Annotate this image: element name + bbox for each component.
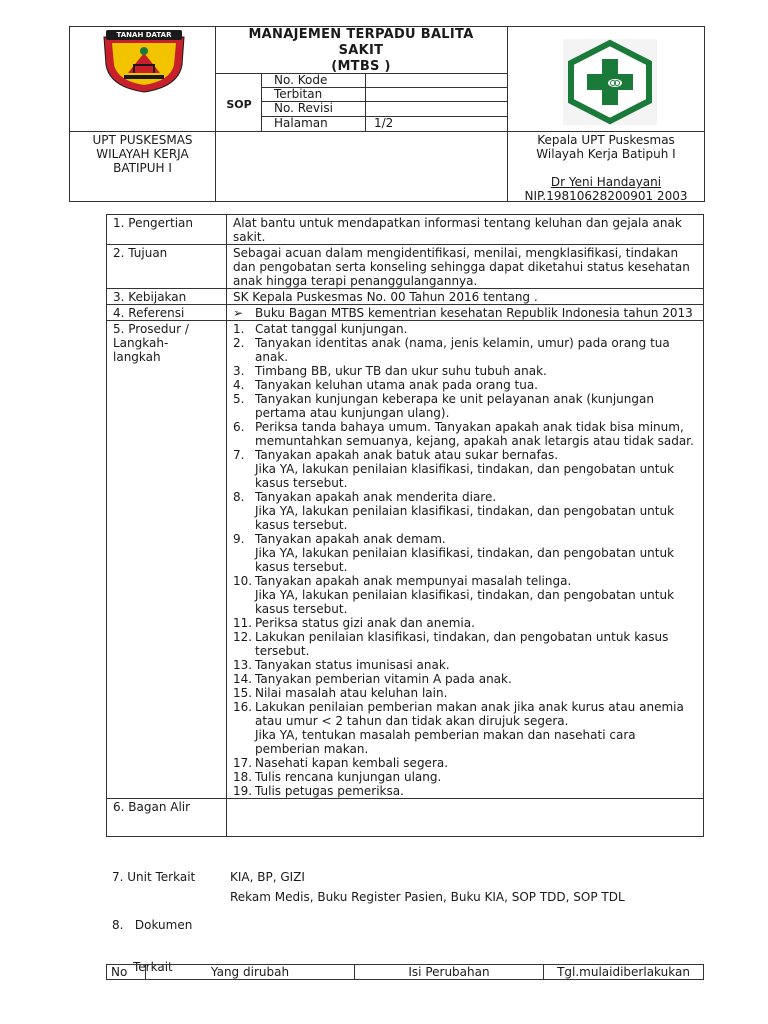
step-number: 9. xyxy=(233,532,245,546)
sop-content-table xyxy=(106,214,704,837)
section-label: 3. Kebijakan xyxy=(107,289,227,305)
step-text xyxy=(255,364,699,378)
procedure-step xyxy=(233,364,699,378)
org-line: UPT PUSKESMAS xyxy=(92,133,193,147)
column-header: Tgl.mulaidiberlakukan xyxy=(544,965,704,980)
procedure-step xyxy=(233,392,699,420)
step-main-text: Tulis petugas pemeriksa. xyxy=(255,784,404,798)
step-number: 19. xyxy=(233,784,253,798)
step-main-text: Tanyakan keluhan utama anak pada orang tua. xyxy=(255,378,538,392)
section-text: SK Kepala Puskesmas No. 00 Tahun 2016 tentang . xyxy=(227,289,704,305)
procedure-step xyxy=(233,756,699,770)
head-title-line: Wilayah Kerja Batipuh I xyxy=(536,147,676,161)
step-number: 8. xyxy=(233,490,245,504)
step-number: 13. xyxy=(233,658,253,672)
procedure-step xyxy=(233,686,699,700)
table-row xyxy=(107,289,704,305)
sop-header xyxy=(69,26,705,202)
step-sub-text: Jika YA, tentukan masalah pemberian makan dan nasehati cara pemberian makan. xyxy=(255,728,636,756)
step-text xyxy=(255,322,699,336)
procedure-step xyxy=(233,700,699,756)
procedure-step xyxy=(233,532,699,574)
procedure-step xyxy=(233,672,699,686)
meta-label-revisi: No. Revisi xyxy=(274,101,333,115)
step-main-text: Lakukan penilaian pemberian makan anak jika anak kurus atau anemia atau umur < 2 tahun dan tidak akan dirujuk segera. xyxy=(255,700,684,728)
step-number: 15. xyxy=(233,686,253,700)
step-main-text: Tanyakan apakah anak demam. xyxy=(255,532,446,546)
label-line: Terkait xyxy=(133,960,173,974)
step-number: 11. xyxy=(233,616,253,630)
label-line: 8. Dokumen xyxy=(112,918,193,932)
title-line: MANAJEMEN TERPADU BALITA xyxy=(248,27,474,42)
procedure-step xyxy=(233,616,699,630)
step-number: 18. xyxy=(233,770,253,784)
step-text xyxy=(255,574,699,616)
step-text xyxy=(255,630,699,658)
meta-label-halaman: Halaman xyxy=(274,116,328,130)
procedure-step xyxy=(233,658,699,672)
procedure-step xyxy=(233,448,699,490)
procedure-step xyxy=(233,322,699,336)
title-line: SAKIT xyxy=(338,43,384,58)
step-main-text: Tanyakan status imunisasi anak. xyxy=(255,658,450,672)
meta-label-kode: No. Kode xyxy=(274,73,328,87)
step-sub-text: Jika YA, lakukan penilaian klasifikasi, tindakan, dan pengobatan untuk kasus tersebut. xyxy=(255,546,675,574)
step-number: 6. xyxy=(233,420,245,434)
step-text xyxy=(255,784,699,798)
org-line: WILAYAH KERJA xyxy=(96,147,189,161)
step-text xyxy=(255,770,699,784)
step-text xyxy=(255,392,699,420)
table-row xyxy=(107,215,704,245)
step-text xyxy=(255,616,699,630)
step-main-text: Tanyakan identitas anak (nama, jenis kelamin, umur) pada orang tua anak. xyxy=(255,336,670,364)
procedure-step xyxy=(233,574,699,616)
step-number: 14. xyxy=(233,672,253,686)
section-label: 2. Tujuan xyxy=(107,245,227,289)
step-main-text: Nilai masalah atau keluhan lain. xyxy=(255,686,448,700)
table-header-row xyxy=(107,965,704,980)
step-main-text: Tanyakan apakah anak mempunyai masalah telinga. xyxy=(255,574,572,588)
sop-label: SOP xyxy=(226,97,252,111)
step-main-text: Nasehati kapan kembali segera. xyxy=(255,756,449,770)
section-label: 4. Referensi xyxy=(107,305,227,321)
step-text xyxy=(255,490,699,532)
step-number: 1. xyxy=(233,322,245,336)
head-nip: NIP.19810628200901 2003 xyxy=(524,189,688,203)
procedure-step xyxy=(233,490,699,532)
step-number: 16. xyxy=(233,700,253,714)
step-number: 17. xyxy=(233,756,253,770)
bullet-arrow-icon: ➢ xyxy=(233,306,244,320)
step-number: 7. xyxy=(233,448,245,462)
step-main-text: Periksa status gizi anak dan anemia. xyxy=(255,616,475,630)
section-text: Sebagai acuan dalam mengidentifikasi, menilai, mengklasifikasi, tindakan dan pengobatan serta konseling sehingga dapat diketahui status kesehatan anak hingga terapi penanggulangannya. xyxy=(227,245,704,289)
step-sub-text: Jika YA, lakukan penilaian klasifikasi, tindakan, dan pengobatan untuk kasus tersebut. xyxy=(255,588,675,616)
step-number: 12. xyxy=(233,630,253,644)
step-text xyxy=(255,420,699,448)
section-label: 1. Pengertian xyxy=(107,215,227,245)
table-row xyxy=(107,305,704,321)
procedure-list xyxy=(233,322,699,798)
step-number: 10. xyxy=(233,574,253,588)
step-main-text: Periksa tanda bahaya umum. Tanyakan apakah anak tidak bisa minum, memuntahkan semuanya, kejang, apakah anak letargis atau tidak sadar. xyxy=(255,420,694,448)
step-number: 4. xyxy=(233,378,245,392)
procedure-steps xyxy=(227,321,704,799)
dokumen-terkait-text: Rekam Medis, Buku Register Pasien, Buku KIA, SOP TDD, SOP TDL xyxy=(230,890,625,904)
step-sub-text: Jika YA, lakukan penilaian klasifikasi, tindakan, dan pengobatan untuk kasus tersebut. xyxy=(255,504,675,532)
table-row xyxy=(107,245,704,289)
step-number: 2. xyxy=(233,336,245,350)
section-text: Alat bantu untuk mendapatkan informasi tentang keluhan dan gejala anak sakit. xyxy=(227,215,704,245)
column-header: Isi Perubahan xyxy=(355,965,544,980)
revision-table xyxy=(106,964,704,980)
step-main-text: Lakukan penilaian klasifikasi, tindakan, dan pengobatan untuk kasus tersebut. xyxy=(255,630,669,658)
org-name xyxy=(70,131,215,175)
step-text xyxy=(255,686,699,700)
column-header: No xyxy=(107,965,146,980)
meta-value-halaman: 1/2 xyxy=(374,116,394,130)
step-text xyxy=(255,672,699,686)
head-name: Dr Yeni Handayani xyxy=(550,175,662,189)
section-label: 6. Bagan Alir xyxy=(107,799,227,837)
unit-terkait-label: 7. Unit Terkait xyxy=(112,870,196,884)
procedure-step xyxy=(233,770,699,784)
org-line: BATIPUH I xyxy=(113,161,172,175)
table-row xyxy=(107,799,704,837)
step-sub-text: Jika YA, lakukan penilaian klasifikasi, tindakan, dan pengobatan untuk kasus tersebut. xyxy=(255,462,675,490)
step-text xyxy=(255,532,699,574)
tanah-datar-logo xyxy=(98,29,190,93)
title-line: (MTBS ) xyxy=(331,59,391,74)
step-text xyxy=(255,378,699,392)
section-text xyxy=(227,305,704,321)
meta-label-terbitan: Terbitan xyxy=(274,87,323,101)
step-text xyxy=(255,448,699,490)
step-text xyxy=(255,756,699,770)
head-title-line: Kepala UPT Puskesmas xyxy=(537,133,675,147)
step-main-text: Tanyakan apakah anak batuk atau sukar bernafas. xyxy=(255,448,559,462)
procedure-step xyxy=(233,420,699,448)
step-text xyxy=(255,658,699,672)
table-row xyxy=(107,321,704,799)
label-line: langkah xyxy=(113,350,161,364)
step-text xyxy=(255,700,699,756)
puskesmas-logo xyxy=(563,39,657,125)
step-main-text: Catat tanggal kunjungan. xyxy=(255,322,408,336)
label-line: Langkah- xyxy=(113,336,169,350)
step-main-text: Tanyakan pemberian vitamin A pada anak. xyxy=(255,672,512,686)
procedure-step xyxy=(233,784,699,798)
step-text xyxy=(255,336,699,364)
step-number: 3. xyxy=(233,364,245,378)
head-signature xyxy=(507,131,705,203)
step-main-text: Tanyakan kunjungan keberapa ke unit pelayanan anak (kunjungan pertama atau kunjungan ulang). xyxy=(255,392,654,420)
reference-text: Buku Bagan MTBS kementrian kesehatan Republik Indonesia tahun 2013 xyxy=(255,306,693,320)
procedure-step xyxy=(233,630,699,658)
step-main-text: Tanyakan apakah anak menderita diare. xyxy=(255,490,497,504)
column-header: Yang dirubah xyxy=(146,965,355,980)
step-number: 5. xyxy=(233,392,245,406)
procedure-step xyxy=(233,378,699,392)
document-title xyxy=(216,27,506,75)
step-main-text: Tulis rencana kunjungan ulang. xyxy=(255,770,442,784)
section-label xyxy=(107,321,227,799)
step-main-text: Timbang BB, ukur TB dan ukur suhu tubuh anak. xyxy=(255,364,547,378)
unit-terkait-text: KIA, BP, GIZI xyxy=(230,870,305,884)
procedure-step xyxy=(233,336,699,364)
logo-caption: TANAH DATAR xyxy=(116,31,172,39)
flowchart-cell xyxy=(227,799,704,837)
label-line: 5. Prosedur / xyxy=(113,322,189,336)
